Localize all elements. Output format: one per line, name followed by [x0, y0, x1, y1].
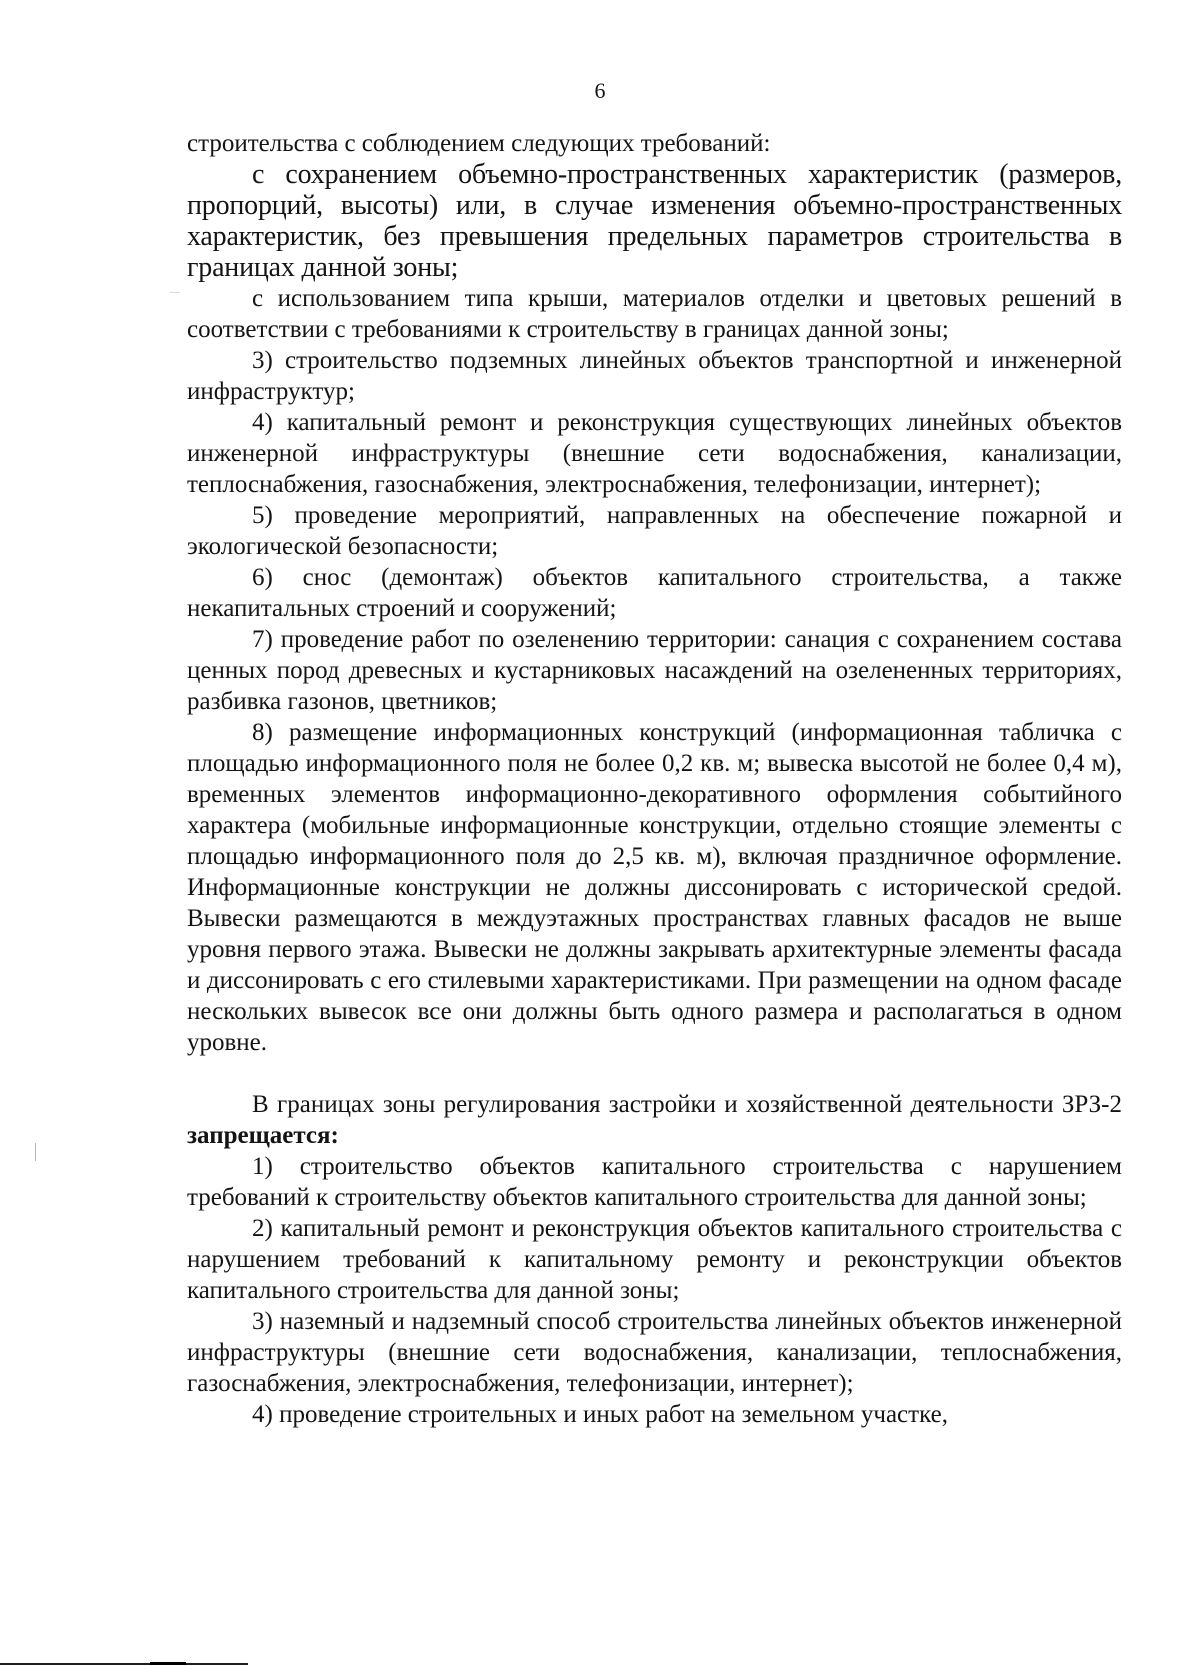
footer-rule: [0, 1663, 248, 1665]
prohibition-heading: [187, 1089, 1122, 1151]
paragraph-continuation: строительства с соблюдением следующих требований:: [187, 130, 771, 157]
prohibited-item-2: 2) капитальный ремонт и реконструкция объектов капитального строительства с нарушением требований к капитальному ремонту и реконструкции объектов капитального строительства для данной зоны;: [187, 1215, 1122, 1304]
prohibition-keyword: запрещается:: [187, 1122, 339, 1149]
list-item-7: 7) проведение работ по озеленению территории: санация с сохранением состава ценных пород древесных и кустарниковых насаждений на озелененных территориях, разбивка газонов, цветников;: [187, 626, 1122, 715]
footer-rule-dash: [150, 1662, 186, 1665]
document-body: [187, 128, 1122, 1430]
list-item-6: 6) снос (демонтаж) объектов капитального строительства, а также некапитальных строений и сооружений;: [187, 564, 1122, 622]
list-item-3: 3) строительство подземных линейных объектов транспортной и инженерной инфраструктур;: [187, 347, 1122, 405]
list-item-5: 5) проведение мероприятий, направленных на обеспечение пожарной и экологической безопасности;: [187, 502, 1122, 560]
prohibited-item-3: 3) наземный и надземный способ строительства линейных объектов инженерной инфраструктуры (внешние сети водоснабжения, канализации, теплоснабжения, газоснабжения, электроснабжения, телефонизации, интернет);: [187, 1308, 1122, 1397]
margin-mark: [35, 1143, 36, 1161]
prohibited-item-1: 1) строительство объектов капитального строительства с нарушением требований к строительству объектов капитального строительства для данной зоны;: [187, 1153, 1122, 1211]
list-item-8: 8) размещение информационных конструкций (информационная табличка с площадью информационного поля не более 0,2 кв. м; вывеска высотой не более 0,4 м), временных элементов информационно-декоративного оформления событийного характера (мобильные информационные конструкции, отдельно стоящие элементы с площадью информационного поля до 2,5 кв. м), включая праздничное оформление. Информационные конструкции не должны диссонировать с исторической средой. Вывески размещаются в междуэтажных пространствах главных фасадов не выше уровня первого этажа. Вывески не должны закрывать архитектурные элементы фасада и диссонировать с его стилевыми характеристиками. При размещении на одном фасаде нескольких вывесок все они должны быть одного размера и располагаться в одном уровне.: [187, 719, 1122, 1056]
paragraph-roof-materials: с использованием типа крыши, материалов отделки и цветовых решений в соответствии с требованиями к строительству в границах данной зоны;: [187, 285, 1122, 343]
paragraph-volume-spatial: с сохранением объемно-пространственных характеристик (размеров, пропорций, высоты) или, в случае изменения объемно-пространственных характеристик, без превышения предельных параметров строительства в границах данной зоны;: [187, 159, 1122, 283]
scan-artifact: [170, 292, 180, 293]
list-item-4: 4) капитальный ремонт и реконструкция существующих линейных объектов инженерной инфраструктуры (внешние сети водоснабжения, канализации, теплоснабжения, газоснабжения, электроснабжения, телефонизации, интернет);: [187, 409, 1122, 498]
prohibited-item-4: 4) проведение строительных и иных работ на земельном участке,: [252, 1401, 948, 1428]
prohibition-intro: В границах зоны регулирования застройки и хозяйственной деятельности ЗРЗ-2: [252, 1091, 1122, 1118]
page-number: 6: [594, 78, 606, 103]
